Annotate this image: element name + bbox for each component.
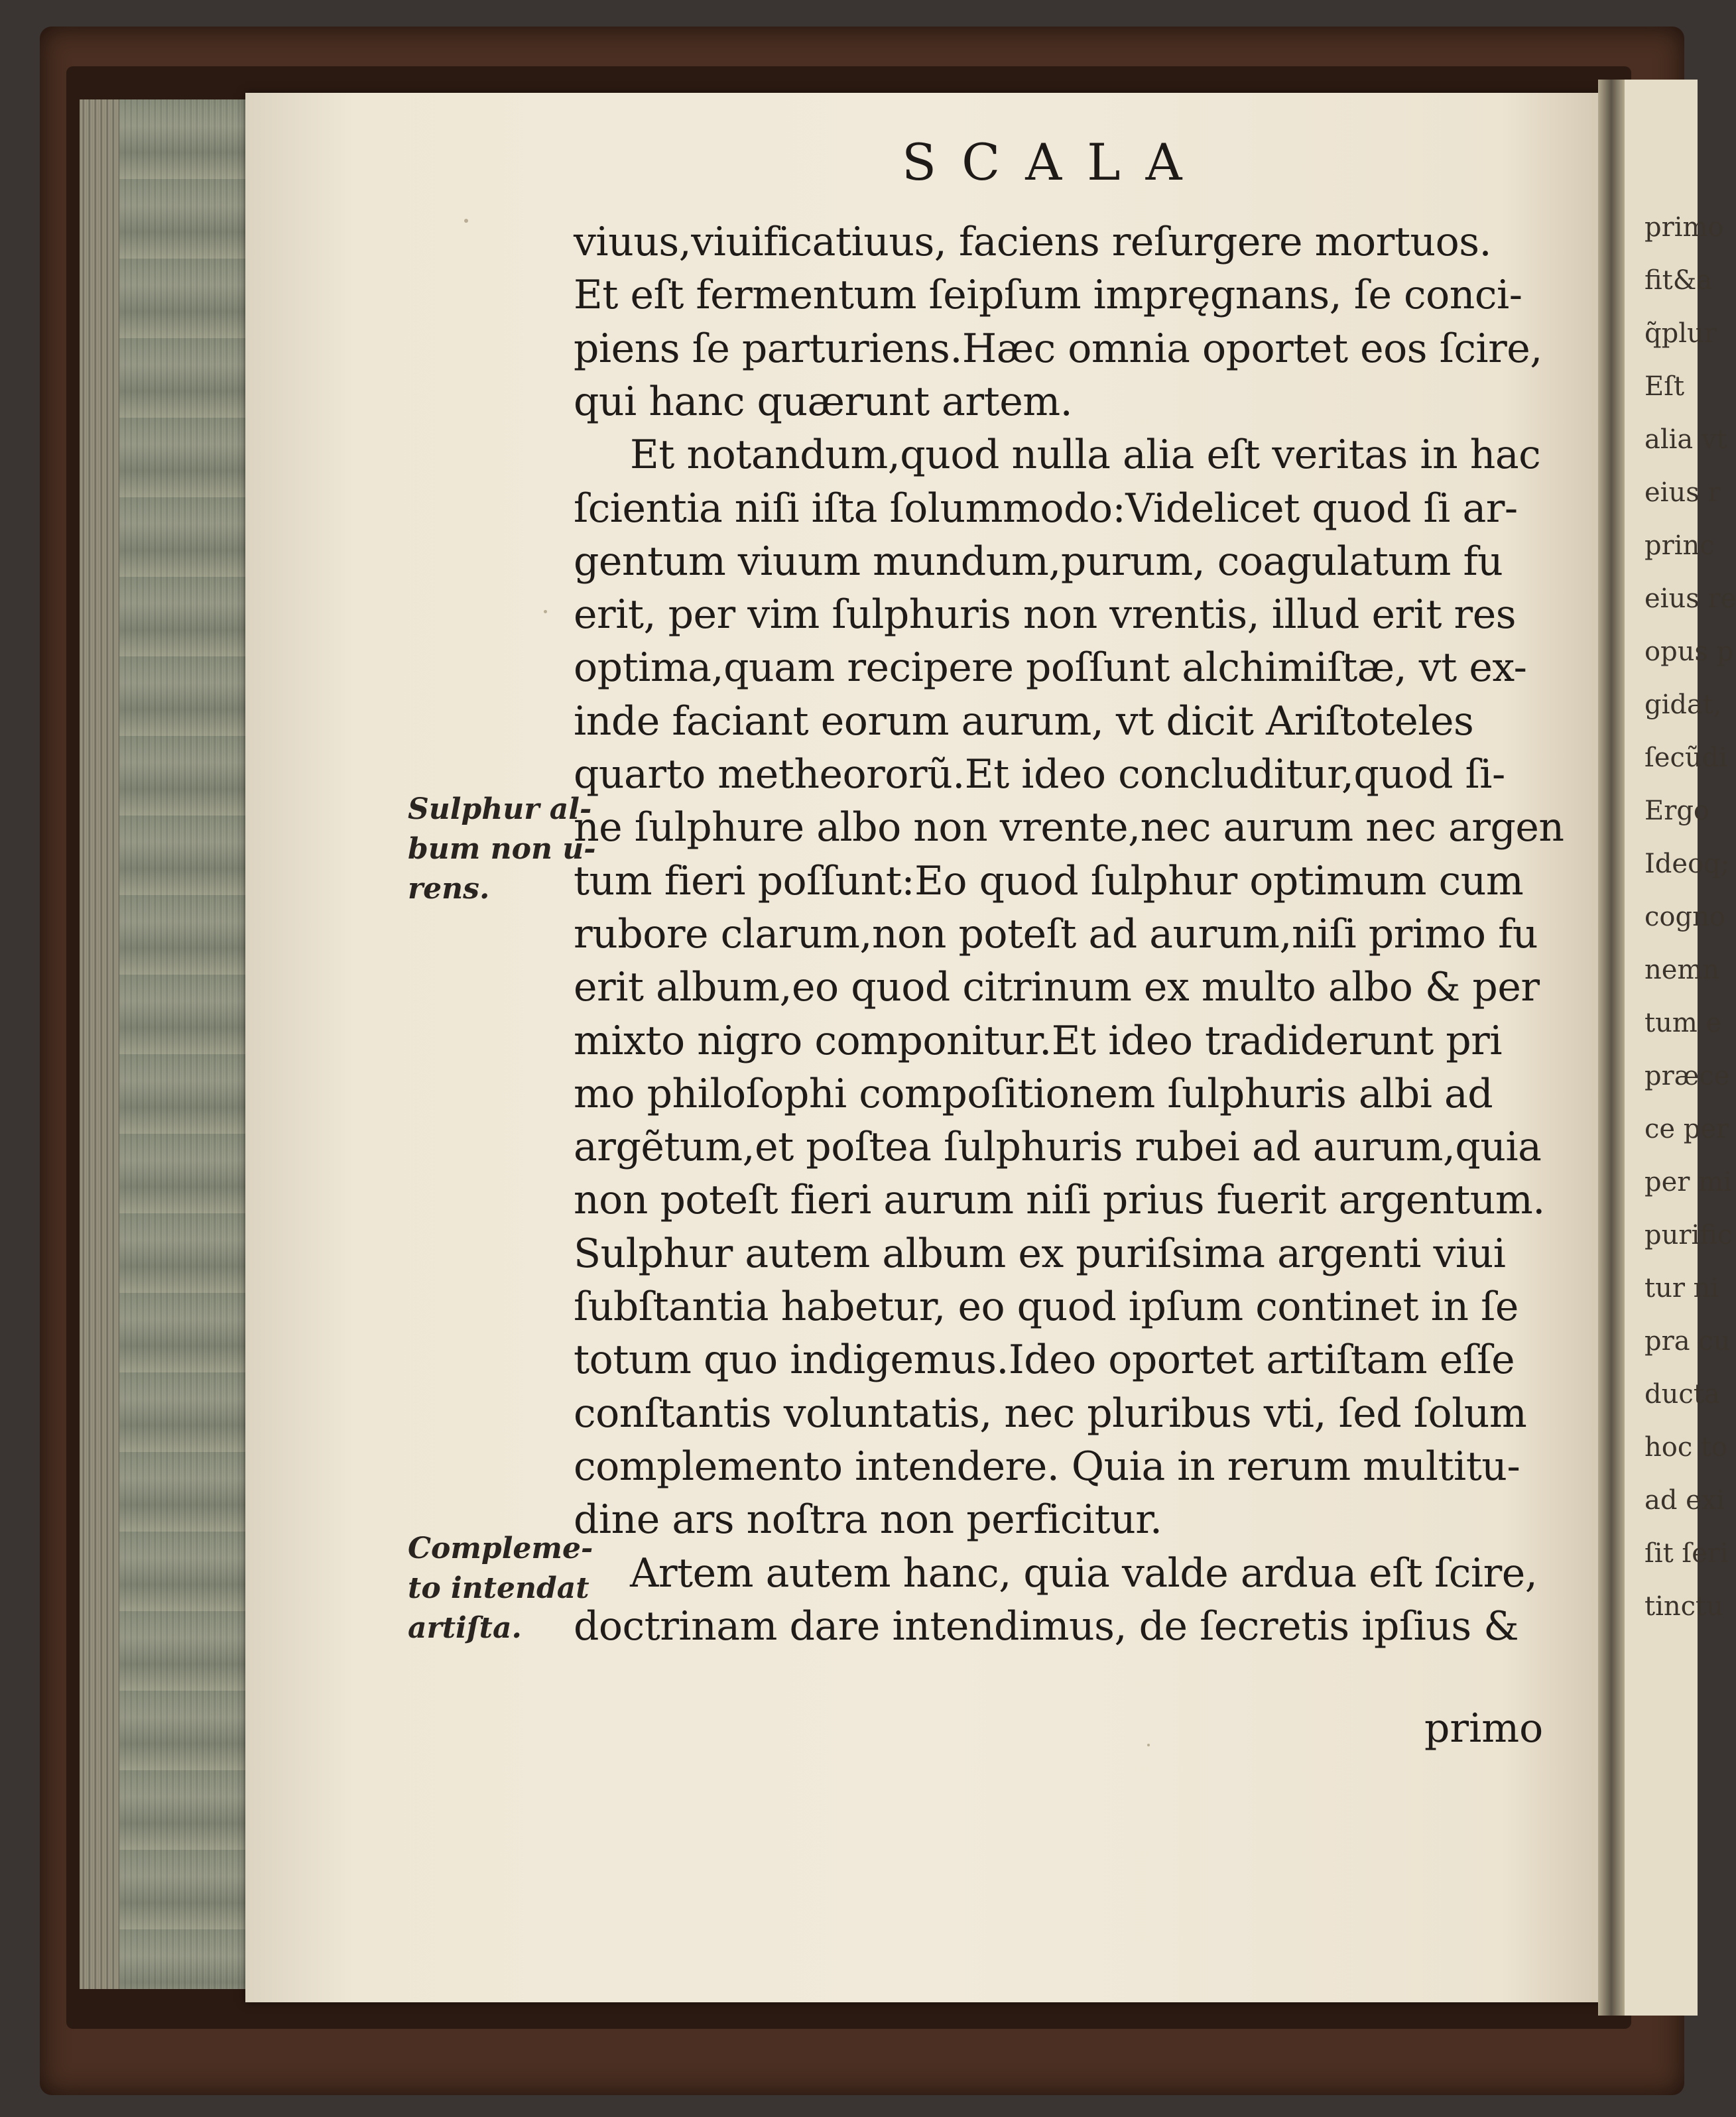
text-line: Artem autem hanc, quia valde ardua eſt ſcire,: [630, 1549, 1538, 1597]
facing-page-fragment: Ergo: [1644, 796, 1710, 826]
marginal-note-line: rens.: [408, 872, 490, 906]
marginal-note-line: bum non u-: [408, 832, 596, 866]
running-head: SCALA: [902, 133, 1208, 192]
text-line: tum fieri poſſunt:Eo quod ſulphur optimum cum: [574, 857, 1524, 904]
facing-page-fragment: tinctu: [1644, 1591, 1723, 1622]
facing-page-fragment: eius re: [1644, 583, 1736, 614]
marginal-note-line: artiſta.: [408, 1611, 522, 1645]
text-line: viuus,viuificatiuus, faciens reſurgere mortuos.: [574, 219, 1492, 265]
text-line: non poteſt fieri aurum niſi prius fuerit argentum.: [574, 1177, 1545, 1224]
facing-page-fragment: nemn: [1644, 955, 1720, 985]
facing-page-fragment: princ: [1644, 530, 1715, 561]
facing-page-fragment: ſecũdi: [1644, 743, 1728, 773]
marginal-note-line: to intendat: [408, 1571, 589, 1605]
text-line: ſubſtantia habetur, eo quod ipſum continet in ſe: [574, 1284, 1519, 1330]
facing-page-fragment: Ideoq;: [1644, 849, 1730, 879]
text-line: qui hanc quærunt artem.: [574, 378, 1073, 425]
marginal-note-line: Compleme-: [408, 1532, 593, 1565]
text-line: mo philoſophi compoſitionem ſulphuris albi ad: [574, 1070, 1493, 1117]
facing-page-fragment: opus p: [1644, 636, 1734, 667]
text-line: mixto nigro componitur.Et ideo tradiderunt pri: [574, 1017, 1503, 1064]
facing-page-fragment: ſit ſeri: [1644, 1538, 1729, 1569]
text-line: Et eſt fermentum ſeipſum impręgnans, ſe conci-: [574, 272, 1522, 319]
facing-page-fragment: Eſt: [1644, 371, 1685, 402]
text-line: ſcientia niſi iſta ſolummodo:Videlicet quod ſi ar-: [574, 485, 1518, 532]
text-line: piens ſe parturiens.Hæc omnia oportet eos ſcire,: [574, 325, 1542, 372]
facing-page-fragment: q̃plur: [1644, 318, 1717, 349]
paper-fleck: [464, 219, 468, 223]
facing-page-fragment: pra cu: [1644, 1326, 1731, 1357]
facing-page: [1625, 80, 1736, 2016]
text-line: ne ſulphure albo non vrente,nec aurum nec argen: [574, 804, 1564, 851]
facing-page-fragment: per mi: [1644, 1167, 1732, 1197]
facing-page-fragment: primo: [1644, 212, 1724, 243]
facing-page-fragment: tum e: [1644, 1008, 1722, 1038]
text-line: rubore clarum,non poteſt ad aurum,niſi primo fu: [574, 910, 1538, 957]
text-line: gentum viuum mundum,purum, coagulatum fu: [574, 538, 1503, 585]
text-line: doctrinam dare intendimus, de ſecretis ipſius &: [574, 1603, 1519, 1650]
text-line: Et notandum,quod nulla alia eſt veritas in hac: [630, 432, 1541, 479]
text-line: Sulphur autem album ex puriſsima argenti viui: [574, 1230, 1506, 1277]
facing-page-fragment: tur ni: [1644, 1273, 1719, 1303]
paper-fleck: [1147, 1744, 1150, 1746]
paper-fleck: [544, 610, 547, 613]
catchword: primo: [1424, 1705, 1544, 1752]
facing-page-fragment: purific: [1644, 1220, 1733, 1250]
facing-page-fragment: ad exi: [1644, 1485, 1725, 1516]
facing-page-fragment: gidat,: [1644, 690, 1722, 720]
text-line: optima,quam recipere poſſunt alchimiſtæ, vt ex-: [574, 644, 1527, 692]
facing-page-fragment: præce: [1644, 1061, 1730, 1091]
facing-page-fragment: alia vt: [1644, 424, 1727, 455]
text-line: quarto metheororũ.Et ideo concluditur,quod ſi-: [574, 751, 1505, 798]
facing-page-fragment: fit&a: [1644, 265, 1713, 296]
facing-page-fragment: ce per: [1644, 1114, 1729, 1144]
marginal-note-line: Sulphur al-: [408, 792, 592, 826]
facing-page-fragment: hoc to: [1644, 1432, 1728, 1463]
text-line: dine ars noſtra non perficitur.: [574, 1496, 1162, 1543]
text-line: erit album,eo quod citrinum ex multo albo & per: [574, 964, 1540, 1011]
gutter: [1598, 80, 1625, 2016]
facing-page-fragment: cogno: [1644, 902, 1725, 932]
text-line: conſtantis voluntatis, nec pluribus vti, ſed ſolum: [574, 1390, 1527, 1437]
marbled-edge: [119, 99, 245, 1989]
facing-page-fragment: ducta: [1644, 1379, 1720, 1410]
text-line: argẽtum,et poſtea ſulphuris rubei ad aurum,quia: [574, 1124, 1542, 1171]
facing-page-fragment: eius r: [1644, 477, 1721, 508]
text-line: totum quo indigemus.Ideo oportet artiſtam eſſe: [574, 1337, 1515, 1384]
text-line: inde faciant eorum aurum, vt dicit Ariſtoteles: [574, 697, 1474, 745]
text-line: complemento intendere. Quia in rerum multitu-: [574, 1443, 1520, 1490]
text-line: erit, per vim ſulphuris non vrentis, illud erit res: [574, 591, 1517, 638]
